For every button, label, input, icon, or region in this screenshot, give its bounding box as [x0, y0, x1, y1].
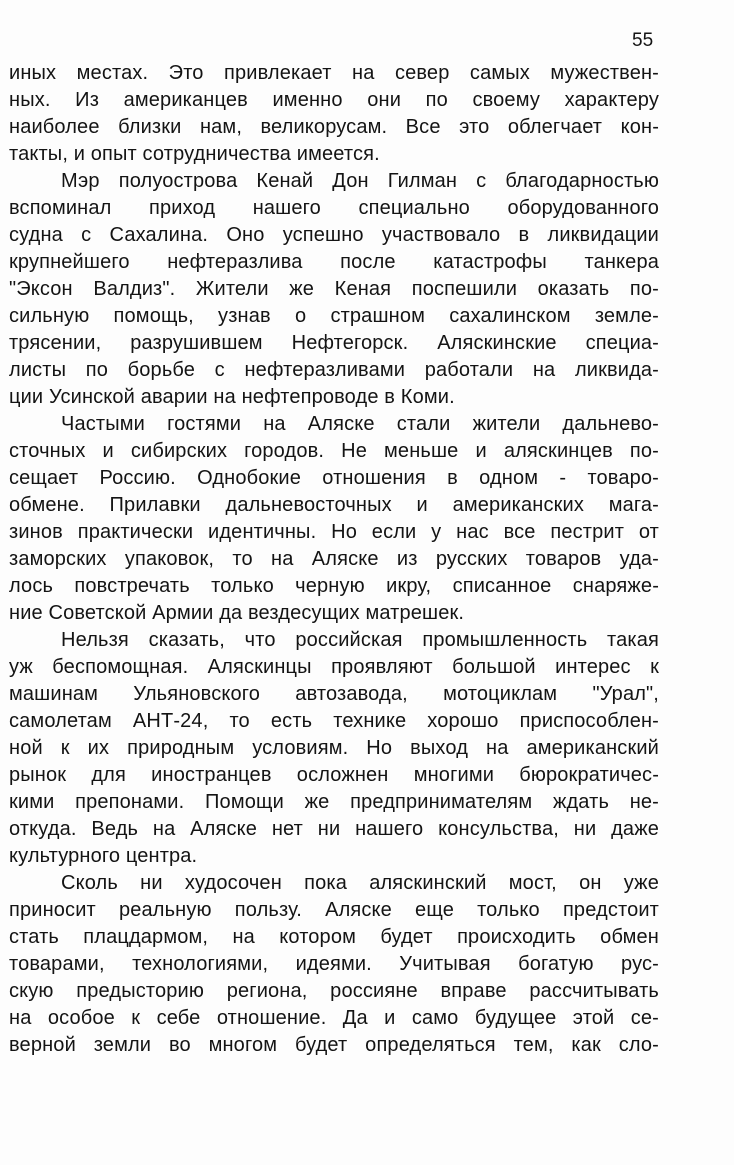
paragraph-1	[9, 60, 659, 168]
paragraph-3	[9, 411, 659, 627]
text-line: зинов практически идентичны. Но если у нас все пестрит от	[9, 521, 659, 543]
text-line: лось повстречать только черную икру, списанное снаряже-	[9, 575, 659, 597]
text-line: на особое к себе отношение. Да и само будущее этой се-	[9, 1007, 659, 1029]
text-line: "Эксон Валдиз". Жители же Кеная поспешили оказать по-	[9, 278, 659, 300]
text-line: культурного центра.	[9, 845, 198, 867]
page-number: 55	[632, 30, 654, 51]
text-line: верной земли во многом будет определяться тем, как сло-	[9, 1034, 659, 1056]
text-line: обмене. Прилавки дальневосточных и американских мага-	[9, 494, 659, 516]
paragraph-4	[9, 627, 659, 870]
text-line: Мэр полуострова Кенай Дон Гилман с благодарностью	[61, 170, 659, 192]
text-line: приносит реальную пользу. Аляске еще только предстоит	[9, 899, 659, 921]
text-line: сточных и сибирских городов. Не меньше и аляскинцев по-	[9, 440, 659, 462]
text-line: уж беспомощная. Аляскинцы проявляют большой интерес к	[9, 656, 659, 678]
body-text	[9, 60, 659, 1059]
paragraph-2	[9, 168, 659, 411]
text-line: такты, и опыт сотрудничества имеется.	[9, 143, 380, 165]
text-line: скую предысторию региона, россияне вправе рассчитывать	[9, 980, 659, 1002]
text-line: Частыми гостями на Аляске стали жители дальнево-	[61, 413, 659, 435]
text-line: Нельзя сказать, что российская промышленность такая	[61, 629, 659, 651]
text-line: ции Усинской аварии на нефтепроводе в Коми.	[9, 386, 455, 408]
text-line: сильную помощь, узнав о страшном сахалинском земле-	[9, 305, 659, 327]
text-line: ных. Из американцев именно они по своему характеру	[9, 89, 659, 111]
text-line: крупнейшего нефтеразлива после катастрофы танкера	[9, 251, 659, 273]
text-line: листы по борьбе с нефтеразливами работали на ликвида-	[9, 359, 659, 381]
paragraph-5	[9, 870, 659, 1059]
text-line: заморских упаковок, то на Аляске из русских товаров уда-	[9, 548, 659, 570]
text-line: рынок для иностранцев осложнен многими бюрократичес-	[9, 764, 659, 786]
text-line: наиболее близки нам, великорусам. Все это облегчает кон-	[9, 116, 659, 138]
text-line: товарами, технологиями, идеями. Учитывая богатую рус-	[9, 953, 659, 975]
text-line: сещает Россию. Однобокие отношения в одном - товаро-	[9, 467, 659, 489]
text-line: ние Советской Армии да вездесущих матрешек.	[9, 602, 465, 624]
text-line: иных местах. Это привлекает на север самых мужествен-	[9, 62, 659, 84]
text-line: откуда. Ведь на Аляске нет ни нашего консульства, ни даже	[9, 818, 659, 840]
text-line: ной к их природным условиям. Но выход на американский	[9, 737, 659, 759]
text-line: вспоминал приход нашего специально оборудованного	[9, 197, 659, 219]
text-line: кими препонами. Помощи же предпринимателям ждать не-	[9, 791, 659, 813]
text-line: стать плацдармом, на котором будет происходить обмен	[9, 926, 659, 948]
text-line: трясении, разрушившем Нефтегорск. Аляскинские специа-	[9, 332, 659, 354]
text-line: судна с Сахалина. Оно успешно участвовало в ликвидации	[9, 224, 659, 246]
text-line: самолетам АНТ-24, то есть технике хорошо приспособлен-	[9, 710, 659, 732]
text-line: машинам Ульяновского автозавода, мотоциклам "Урал",	[9, 683, 659, 705]
text-line: Сколь ни худосочен пока аляскинский мост, он уже	[61, 872, 659, 894]
